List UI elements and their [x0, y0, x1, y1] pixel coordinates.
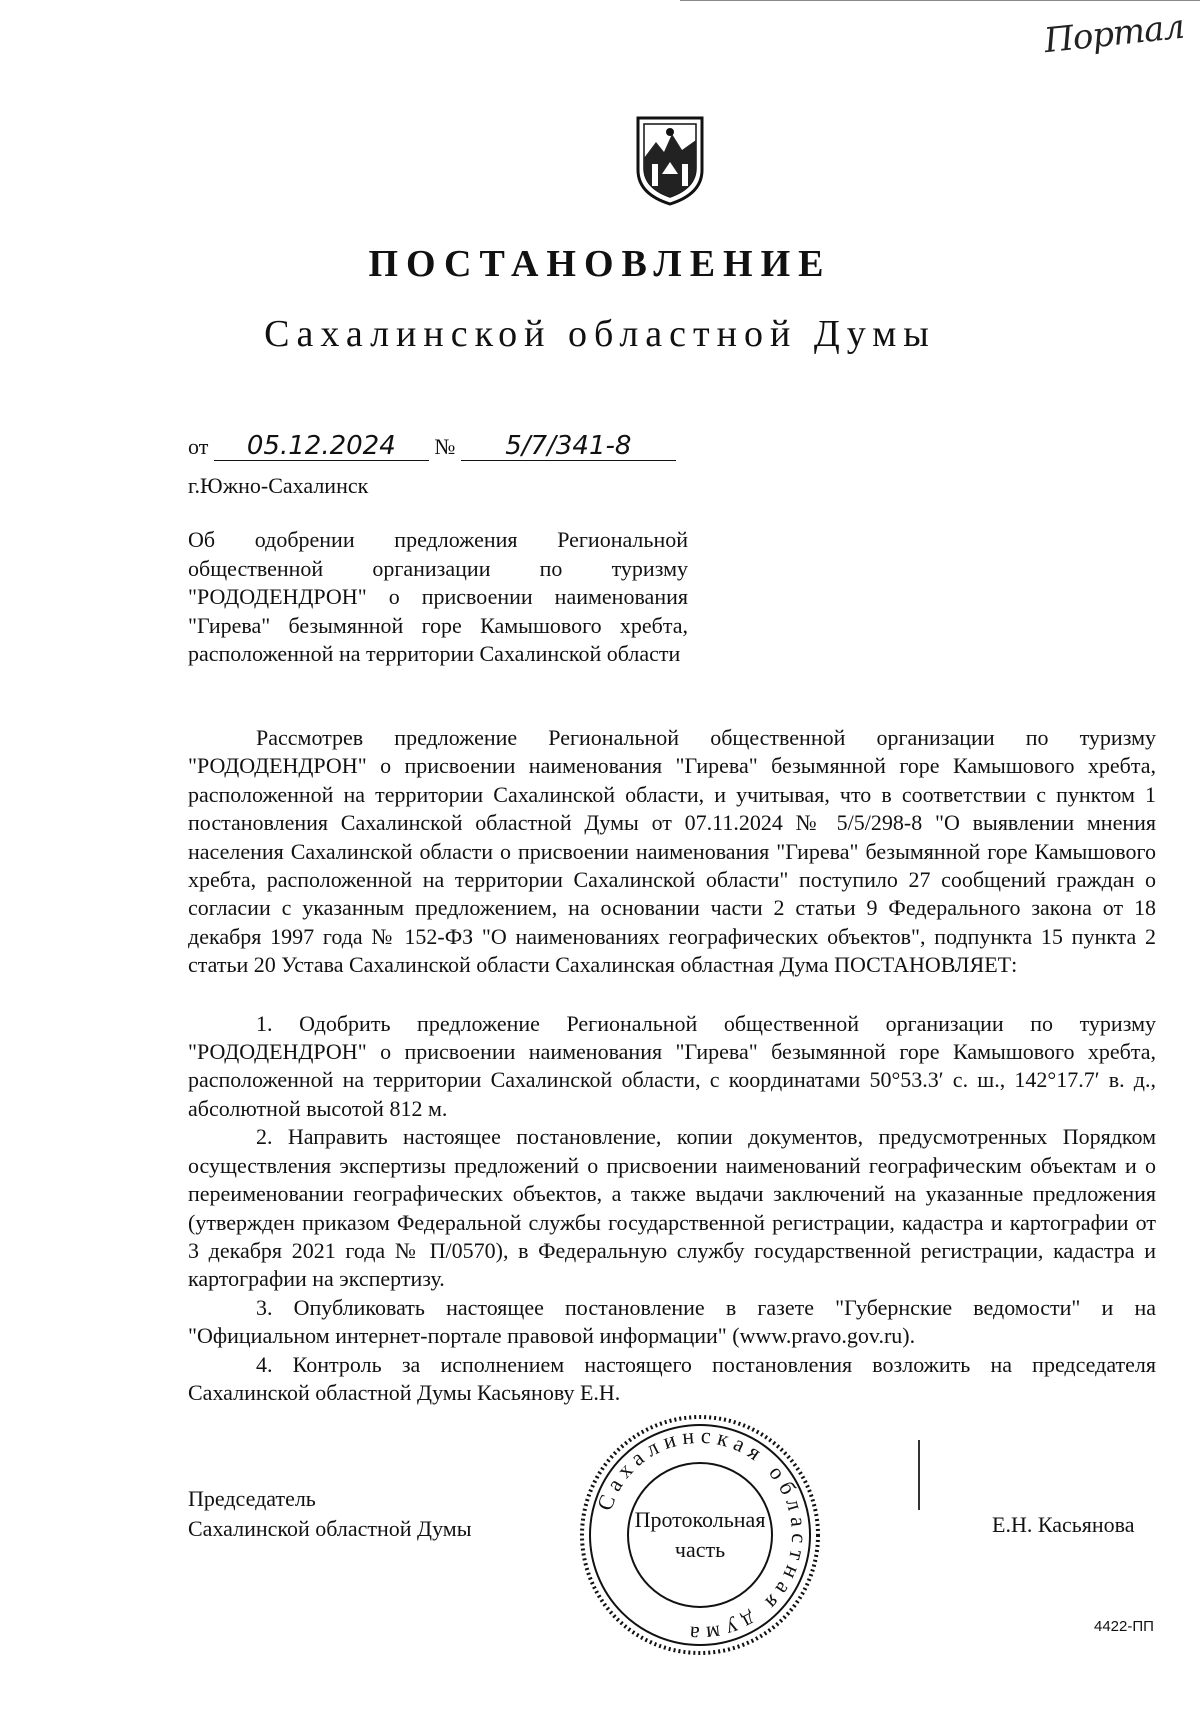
date-number-line	[188, 432, 708, 461]
handwritten-note: Портал	[1042, 6, 1186, 62]
signer-position-line1: Председатель	[188, 1486, 316, 1511]
signer-position	[188, 1484, 471, 1544]
signer-name: Е.Н. Касьянова	[992, 1512, 1135, 1537]
signature-stroke	[918, 1440, 920, 1510]
preamble-paragraph: Рассмотрев предложение Региональной общественной организации по туризму "РОДОДЕНДРОН" о присвоении наименования "Гирева" безымянной горе Камышового хребта, расположенной на территории Сахалинской области, и учитывая, что в соответствии с пунктом 1 постановления Сахалинской областной Думы от 07.11.2024 № 5/5/298-8 "О выявлении мнения населения Сахалинской области о присвоении наименования "Гирева" безымянной горе Камышового хребта, расположенной на территории Сахалинской области" поступило 27 сообщений граждан о согласии с указанным предложением, на основании части 2 статьи 9 Федерального закона от 18 декабря 1997 года № 152-ФЗ "О наименованиях географических объектов", подпункта 15 пункта 2 статьи 20 Устава Сахалинской области Сахалинская областная Дума ПОСТАНОВЛЯЕТ:	[188, 725, 1156, 978]
seal-center-line1: Протокольная	[634, 1507, 766, 1532]
subject-heading: Об одобрении предложения Региональной общественной организации по туризму "РОДОДЕНДРОН" о присвоении наименования "Гирева" безымянной горе Камышового хребта, расположенной на территории Сахалинской области	[188, 527, 688, 666]
city: г.Южно-Сахалинск	[188, 473, 369, 498]
date-label: от	[188, 434, 209, 459]
scan-edge-line	[680, 0, 1200, 1]
official-seal	[575, 1410, 825, 1660]
resolution-item-1: 1. Одобрить предложение Региональной общественной организации по туризму "РОДОДЕНДРОН" о присвоении наименования "Гирева" безымянной горе Камышового хребта, расположенной на территории Сахалинской области, с координатами 50°53.3′ с. ш., 142°17.7′ в. д., абсолютной высотой 812 м.	[188, 1010, 1156, 1121]
document-code: 4422-ПП	[1094, 1618, 1154, 1635]
resolution-item-3: 3. Опубликовать настоящее постановление в газете "Губернские ведомости" и на "Официальном интернет-портале правовой информации" (www.pravo.gov.ru).	[188, 1294, 1156, 1349]
seal-center-line2: часть	[674, 1537, 726, 1562]
number-label: №	[434, 434, 456, 459]
date-value: 05.12.2024	[214, 432, 429, 461]
coat-of-arms-icon	[632, 112, 708, 208]
document-subtitle: Сахалинской областной Думы	[264, 313, 936, 355]
document-title: ПОСТАНОВЛЕНИЕ	[368, 243, 832, 285]
number-value: 5/7/341-8	[461, 432, 676, 461]
seal-ring-text: Сахалинская областная дума	[591, 1422, 813, 1648]
resolution-item-4: 4. Контроль за исполнением настоящего постановления возложить на председателя Сахалинской областной Думы Касьянову Е.Н.	[188, 1351, 1156, 1405]
seal-center	[575, 1410, 825, 1660]
document-body	[188, 724, 1156, 1407]
signer-position-line2: Сахалинской областной Думы	[188, 1516, 472, 1541]
resolution-item-2: 2. Направить настоящее постановление, копии документов, предусмотренных Порядком осуществления экспертизы предложений о присвоении наименований географическим объектам и о переименовании географических объектов, а также выдачи заключений на указанные предложения (утвержден приказом Федеральной службы государственной регистрации, кадастра и картографии от 3 декабря 2021 года № П/0570), в Федеральную службу государственной регистрации, кадастра и картографии на экспертизу.	[188, 1124, 1156, 1292]
